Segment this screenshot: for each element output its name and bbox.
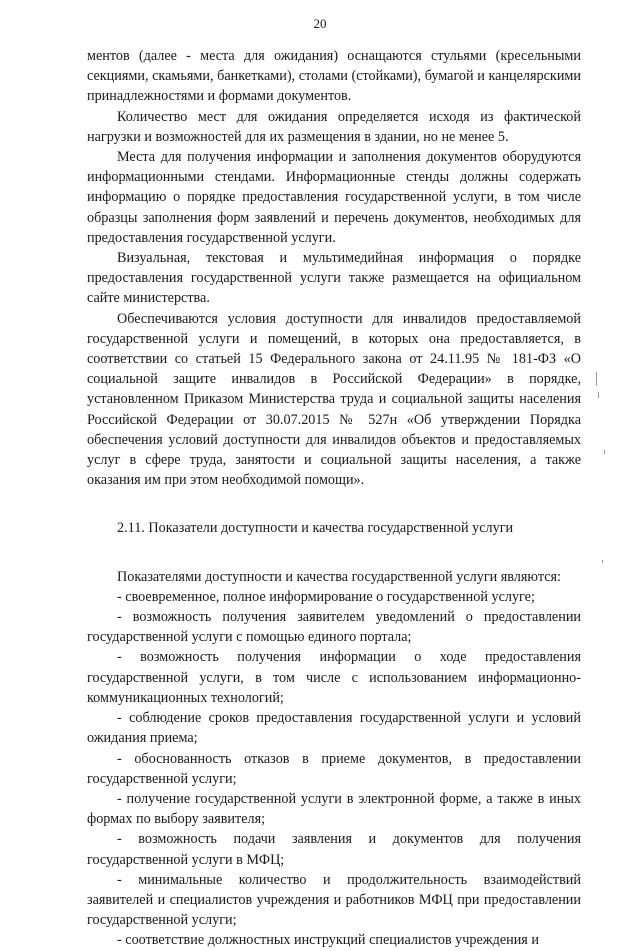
- paragraph-3: Места для получения информации и заполнения документов оборудуются информационными стендами. Информационные стенды должны содержать информацию о порядке предоставления государственной услуги, в том числе образцы заполнения форм заявлений и перечень документов, необходимых для предоставления государственной услуги.: [87, 149, 581, 246]
- list-item: - возможность получения информации о ходе предоставления государственной услуги, в том числе с использованием информационно-коммуникационных технологий;: [87, 649, 581, 706]
- paragraph-4: Визуальная, текстовая и мультимедийная информация о порядке предоставления государственной услуги также размещается на официальном сайте министерства.: [87, 250, 581, 307]
- list-intro: Показателями доступности и качества государственной услуги являются:: [117, 568, 561, 585]
- paragraph-5: Обеспечиваются условия доступности для инвалидов предоставляемой государственной услуги и помещений, в которых она предоставляется, в соответствии со статьей 15 Федерального закона от 24.11.95 № 181-ФЗ «О социальной защите инвалидов в Российской Федерации» в порядке, установленном Приказом Министерства труда и социальной защиты населения Российской Федерации от 30.07.2015 № 527н «Об утверждении Порядка обеспечения условий доступности для инвалидов объектов и предоставляемых услуг в сфере труда, занятости и социальной защиты населения, а также оказания им при этом необходимой помощи».: [87, 310, 581, 489]
- list-item: - получение государственной услуги в электронной форме, а также в иных формах по выбору заявителя;: [87, 790, 581, 828]
- scan-speck: [604, 450, 605, 454]
- list-item: - возможность подачи заявления и документов для получения государственной услуги в МФЦ;: [87, 831, 581, 868]
- page-number: 20: [313, 16, 327, 31]
- list-item: - обоснованность отказов в приеме документов, в предоставлении государственной услуги;: [87, 750, 581, 787]
- list-item: - соответствие должностных инструкций специалистов учреждения и: [117, 932, 539, 949]
- list-item: - возможность получения заявителем уведомлений о предоставлении государственной услуги с помощью единого портала;: [87, 609, 581, 646]
- list-item: - минимальные количество и продолжительность взаимодействий заявителей и специалистов учреждения и работников МФЦ при предоставлении государственной услуги;: [87, 871, 581, 929]
- paragraph-2: Количество мест для ожидания определяется исходя из фактической нагрузки и возможностей для их размещения в здании, но не менее 5.: [87, 108, 581, 145]
- scan-speck: [602, 560, 603, 563]
- paragraph-1: ментов (далее - места для ожидания) оснащаются стульями (кресельными секциями, скамьями, банкетками), столами (стойками), бумагой и канцелярскими принадлежностями и формами документов.: [87, 48, 581, 105]
- list-item: - своевременное, полное информирование о государственной услуге;: [117, 588, 535, 605]
- document-body: [87, 46, 581, 951]
- section-heading: 2.11. Показатели доступности и качества государственной услуги: [117, 520, 514, 537]
- list-item: - соблюдение сроков предоставления государственной услуги и условий ожидания приема;: [87, 710, 581, 747]
- scan-speck: [596, 372, 597, 386]
- scan-speck: [598, 392, 599, 398]
